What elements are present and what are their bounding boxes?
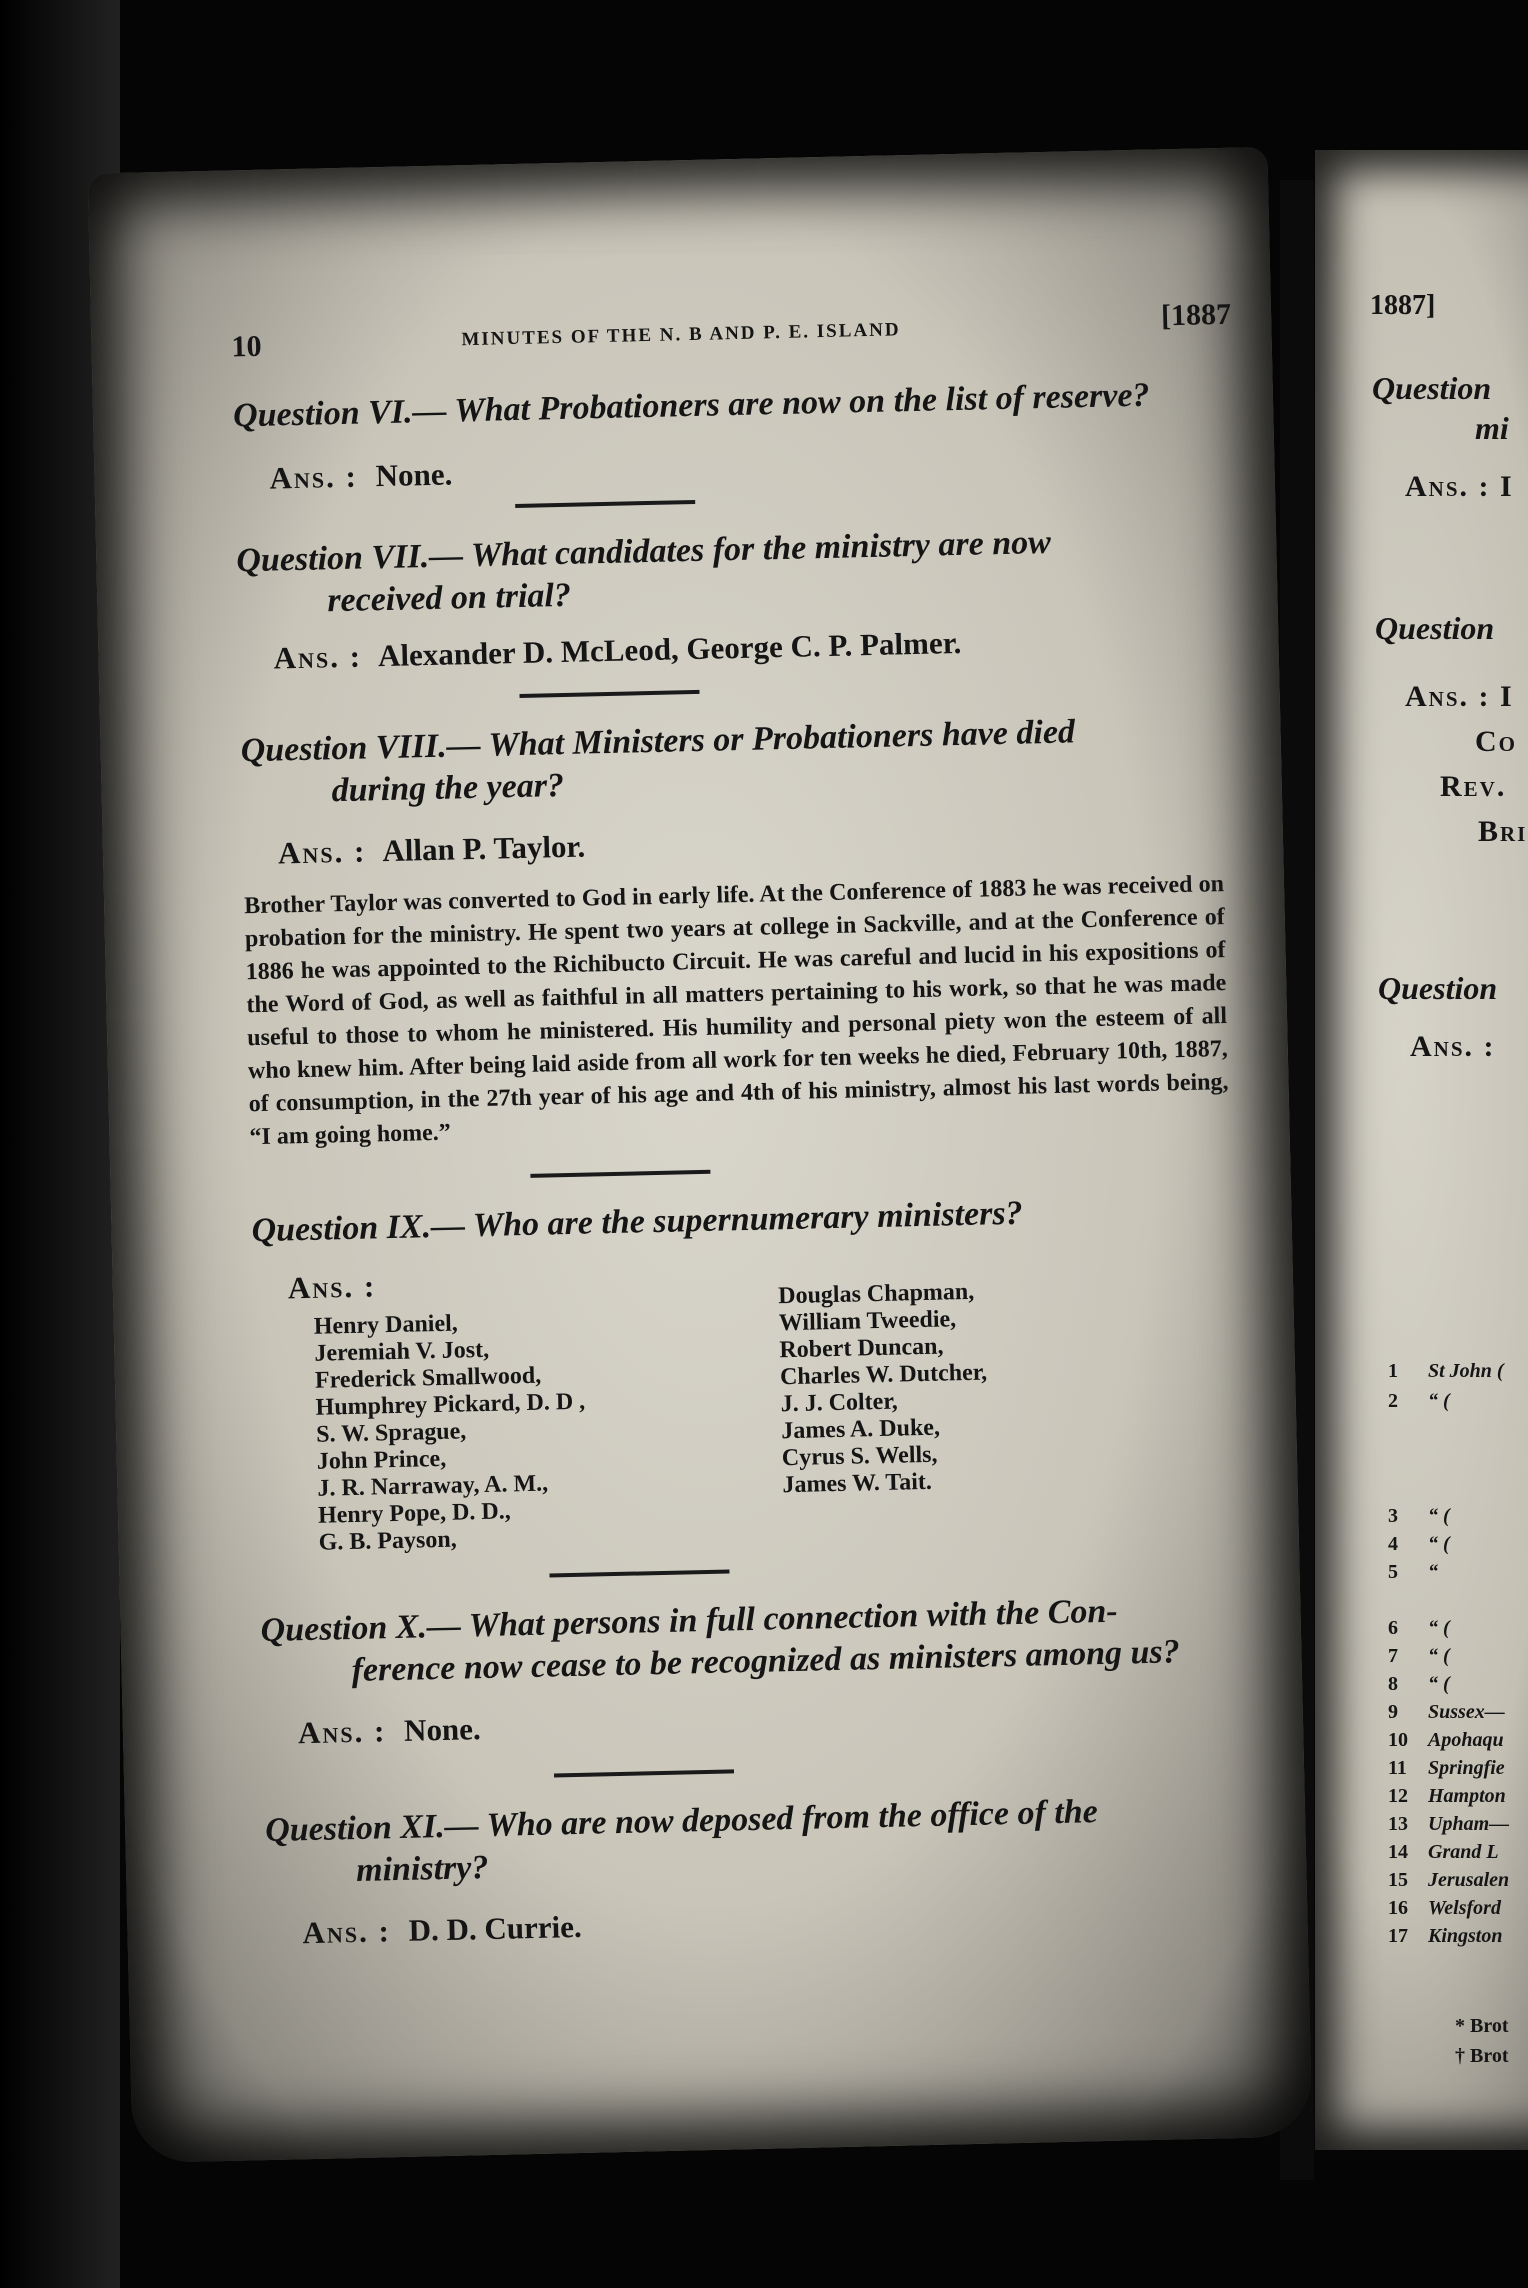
section-divider (549, 1569, 729, 1577)
table-row: 8 “ ( (1388, 1673, 1450, 1695)
question-continuation: during the year? (331, 766, 565, 810)
answer-ix (287, 1267, 386, 1307)
answer-text: Allan P. Taylor. (382, 828, 586, 869)
obituary-paragraph: Brother Taylor was converted to God in early life. At the Conference of 1883 he was received on probation for the ministry. He spent two years at college in Sackville, and at the Conference of 1886 he was appointed to the Richibucto Circuit. He was careful and lucid in his expositions of the Word of God, as well as faithful in all matters pertaining to his work, so that he was made useful to those to whom he ministered. His humility and personal piety won the esteem of all who knew him. After being laid aside from all work for ten weeks he died, February 10th, 1887, of consumption, in the 27th year of his age and 4th of his ministry, almost his last words being, “I am going home.” (243, 871, 1229, 1151)
list-item: G. B. Payson, (318, 1526, 457, 1556)
list-item: J. J. Colter, (780, 1388, 899, 1418)
question-label: Question X.— (260, 1607, 462, 1650)
table-row: 1 St John ( (1388, 1360, 1504, 1382)
table-row: 2 “ ( (1388, 1390, 1450, 1412)
list-item: S. W. Sprague, (315, 1418, 467, 1448)
question-vii (236, 518, 1218, 624)
running-title: MINUTES OF THE N. B AND P. E. ISLAND (461, 319, 901, 351)
right-question-fragment: mi (1475, 410, 1509, 446)
list-item: James A. Duke, (780, 1414, 941, 1445)
table-row: 3 “ ( (1388, 1505, 1450, 1527)
answer-label: Ans. : (273, 638, 363, 676)
answer-text: Alexander D. McLeod, George C. P. Palmer. (377, 624, 962, 674)
page-number: 10 (231, 329, 262, 364)
list-item: Henry Daniel, (313, 1310, 459, 1340)
list-item: James W. Tait. (782, 1468, 933, 1499)
table-row: 15 Jerusalen (1388, 1869, 1510, 1891)
answer-x (298, 1710, 482, 1752)
question-text: What candidates for the ministry are now (470, 523, 1052, 575)
answer-label: Ans. : (277, 833, 367, 871)
right-question-fragment: Question (1375, 610, 1495, 646)
table-row: 10 Apohaqu (1388, 1729, 1504, 1751)
question-continuation: ministry? (355, 1848, 489, 1889)
answer-xi (302, 1908, 582, 1952)
footnote: † Brot (1455, 2045, 1509, 2067)
right-answer-fragment: Bri (1478, 815, 1528, 848)
table-row: 14 Grand L (1388, 1841, 1499, 1863)
question-ix (251, 1188, 1232, 1252)
question-viii (240, 708, 1222, 814)
section-divider (519, 690, 699, 698)
question-text: Who are now deposed from the office of the (486, 1793, 1099, 1845)
question-text: What Probationers are now on the list of reserve? (454, 376, 1150, 430)
section-divider (515, 500, 695, 508)
page-header (231, 298, 1232, 371)
footnote: * Brot (1455, 2015, 1509, 2037)
list-item: Frederick Smallwood, (314, 1362, 542, 1394)
header-year: [1887 (1160, 297, 1232, 333)
right-answer-fragment: Ans. : I (1405, 680, 1514, 713)
table-row: 6 “ ( (1388, 1617, 1450, 1639)
section-divider (530, 1170, 710, 1178)
question-label: Question VI.— (232, 392, 447, 435)
table-row: 11 Springfie (1388, 1757, 1505, 1779)
answer-text: None. (375, 456, 453, 494)
right-answer-fragment: Co (1475, 725, 1517, 758)
list-item: Jeremiah V. Jost, (314, 1336, 490, 1367)
table-row: 5 “ (1388, 1561, 1438, 1583)
list-item: William Tweedie, (778, 1306, 957, 1337)
right-page-year: 1887] (1370, 290, 1436, 321)
question-continuation: ference now cease to be recognized as ministers among us? (351, 1633, 1181, 1690)
question-text: What persons in full connection with the Con- (468, 1592, 1119, 1645)
table-row: 16 Welsford (1388, 1897, 1501, 1919)
list-item: Henry Pope, D. D., (317, 1498, 511, 1529)
question-label: Question IX.— (251, 1207, 466, 1250)
section-divider (554, 1769, 734, 1777)
table-row: 13 Upham— (1388, 1813, 1510, 1835)
supernumerary-list-left (314, 1308, 589, 1557)
table-row: 4 “ ( (1388, 1533, 1450, 1555)
table-row: 9 Sussex— (1388, 1701, 1505, 1723)
question-label: Question XI.— (264, 1807, 480, 1850)
question-text: Who are the supernumerary ministers? (472, 1194, 1023, 1245)
list-item: Cyrus S. Wells, (781, 1441, 938, 1472)
answer-label: Ans. : (297, 1713, 387, 1751)
table-row: 12 Hampton (1388, 1785, 1506, 1807)
left-page (88, 147, 1313, 2163)
list-item: Humphrey Pickard, D. D , (315, 1388, 586, 1421)
right-question-fragment: Question (1372, 370, 1492, 406)
question-x (260, 1588, 1242, 1694)
question-continuation: received on trial? (326, 576, 572, 620)
answer-vi (269, 455, 453, 497)
right-answer-fragment: Ans. : I (1405, 470, 1514, 503)
answer-vii (273, 624, 962, 678)
supernumerary-list-right (778, 1279, 990, 1500)
answer-text: None. (403, 1711, 482, 1748)
list-item: John Prince, (316, 1445, 447, 1475)
question-text: What Ministers or Probationers have died (488, 713, 1076, 764)
question-label: Question VII.— (235, 537, 464, 580)
answer-label: Ans. : (302, 1913, 392, 1951)
right-question-fragment: Question (1378, 970, 1498, 1006)
answer-viii (278, 828, 586, 873)
question-label: Question VIII.— (240, 726, 482, 770)
table-row: 7 “ ( (1388, 1645, 1450, 1667)
list-item: J. R. Narraway, A. M., (317, 1470, 549, 1502)
right-answer-fragment: Ans. : (1410, 1030, 1496, 1063)
question-vi (233, 373, 1214, 437)
question-xi (265, 1788, 1247, 1894)
list-item: Charles W. Dutcher, (779, 1359, 988, 1391)
answer-text: D. D. Currie. (408, 1908, 583, 1948)
right-answer-fragment: Rev. (1440, 770, 1507, 803)
table-row: 17 Kingston (1388, 1925, 1503, 1947)
list-item: Robert Duncan, (779, 1333, 944, 1364)
answer-label: Ans. : (287, 1268, 377, 1306)
list-item: Douglas Chapman, (777, 1278, 975, 1310)
answer-label: Ans. : (269, 458, 359, 496)
